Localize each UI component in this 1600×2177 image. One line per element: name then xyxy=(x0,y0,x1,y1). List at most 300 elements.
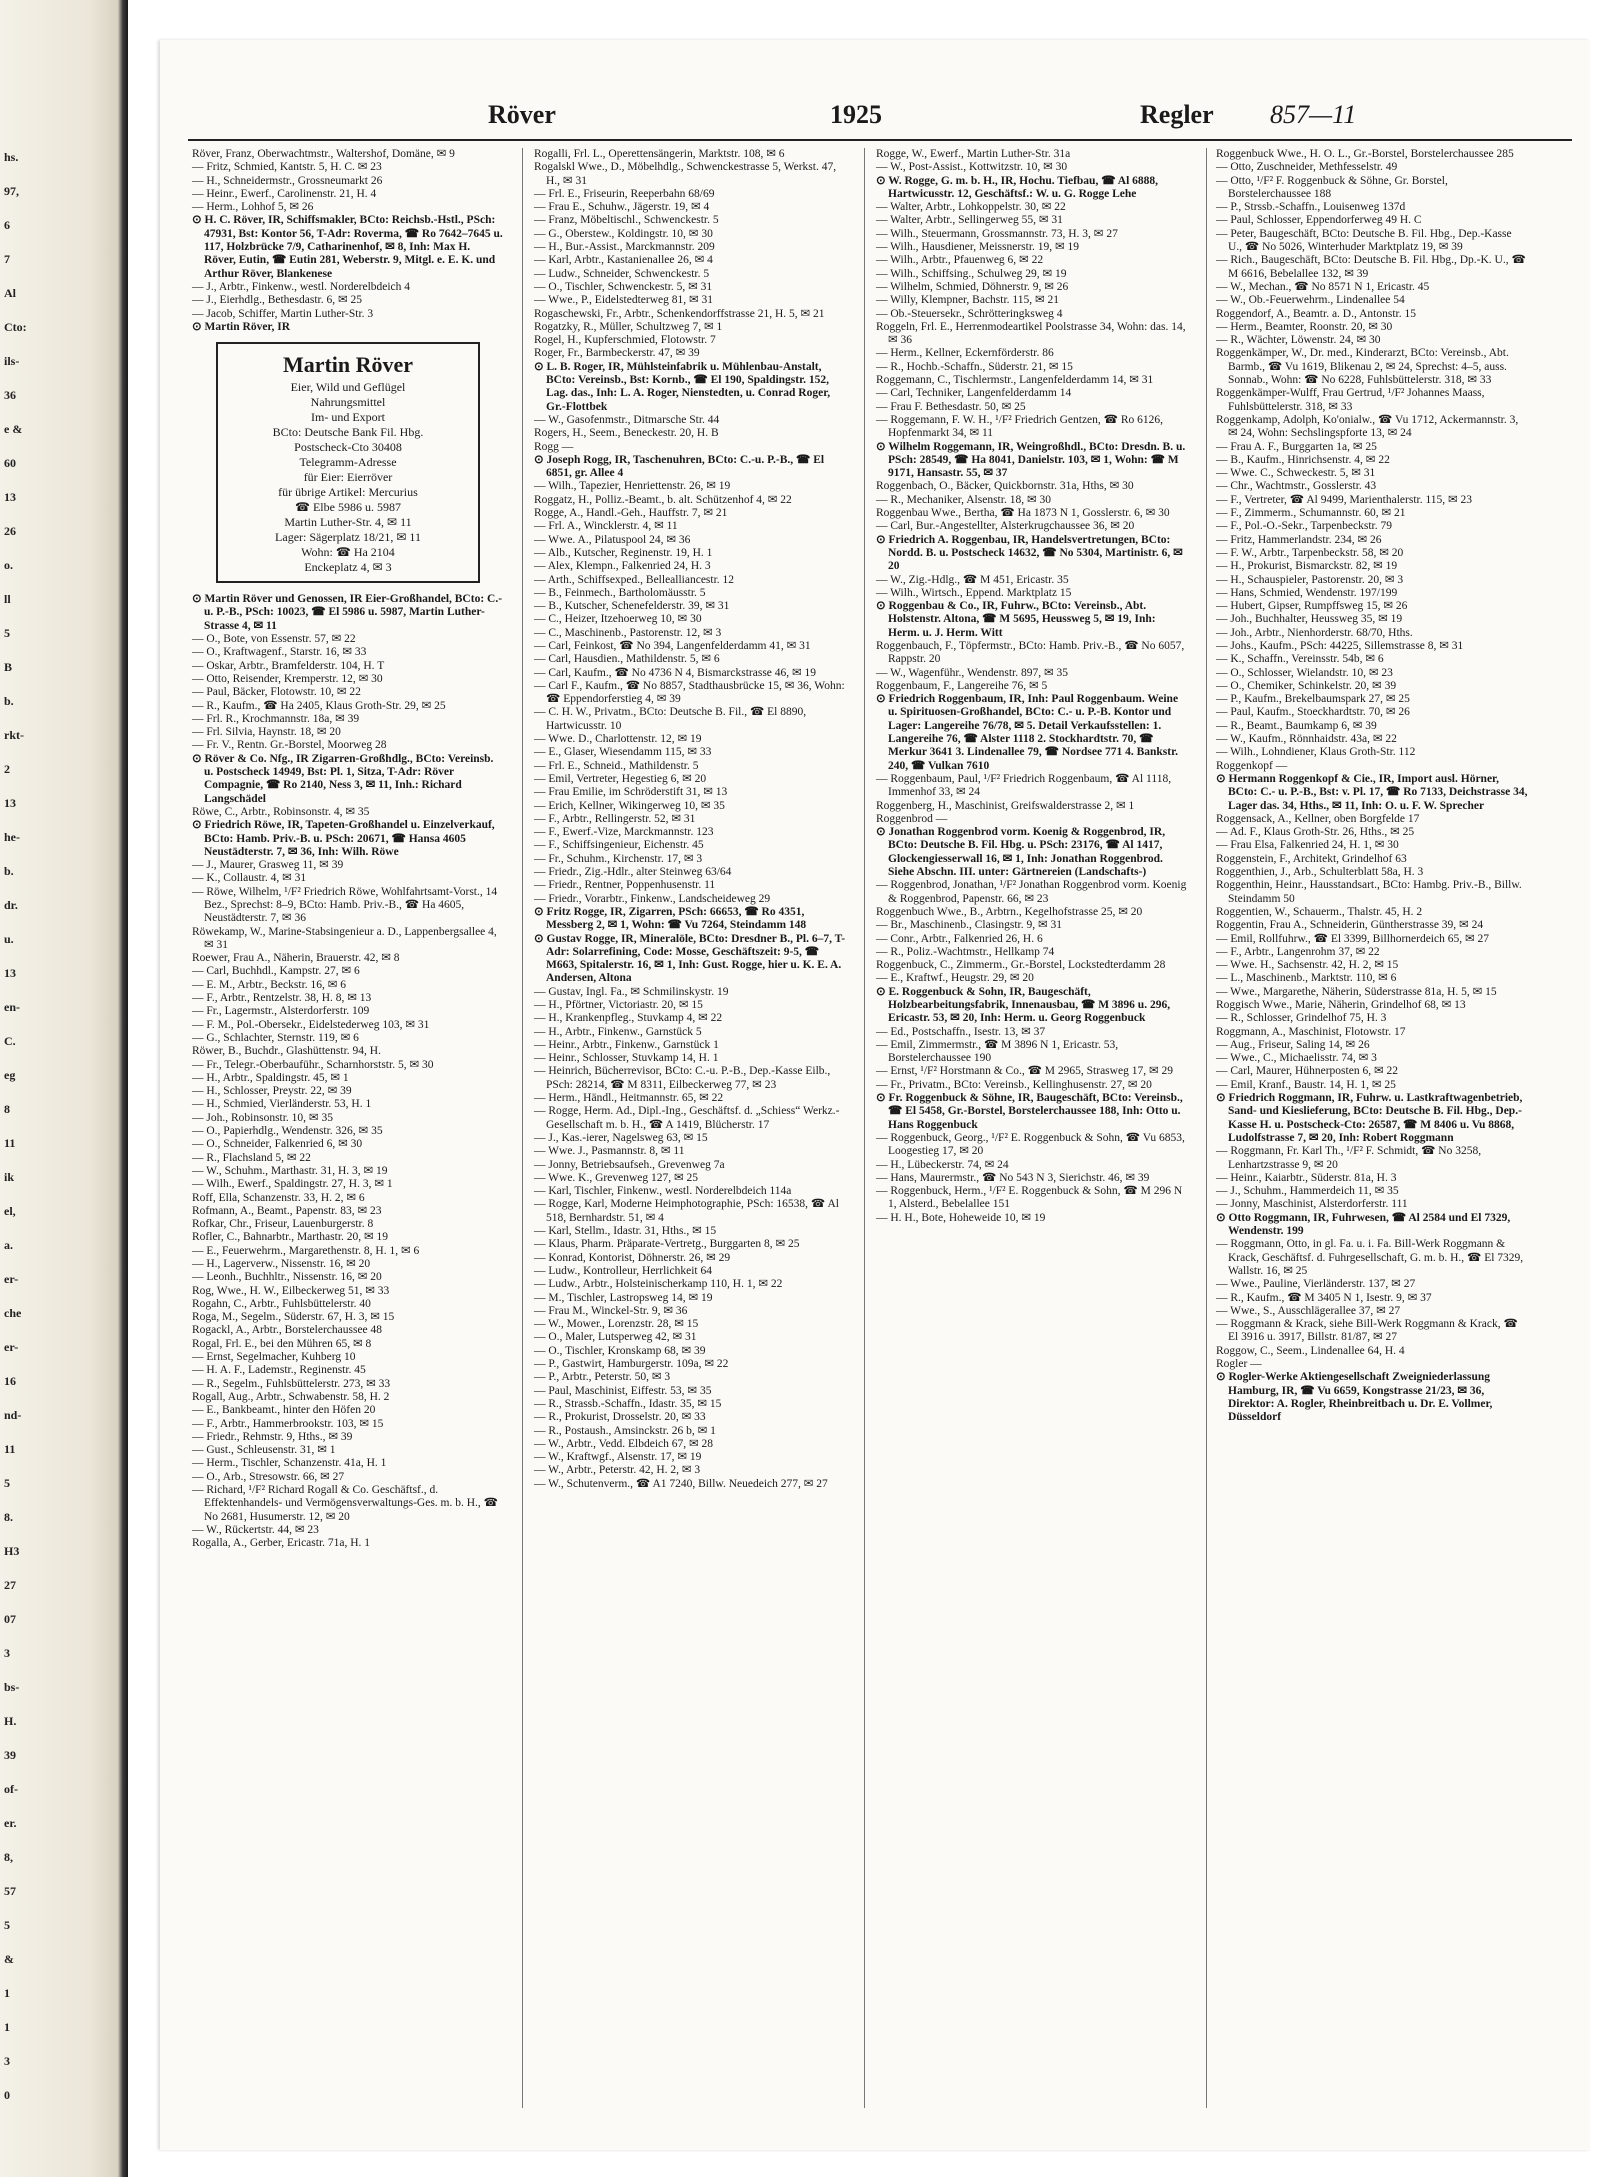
directory-entry: — Herm., Kellner, Eckernförderstr. 86 xyxy=(876,347,1054,360)
directory-entry: ⊙ Gustav Rogge, IR, Mineralöle, BCto: Dresdner B., Pl. 6–7, T-Adr: Solarrefining, Code: Mosse, Geschäftszeit: 9-5, ☎ M663, Spitalerstr. 16, ✉ 1, Inh: Gust. Rogge, hier u. K. E. A. Andersen, Altona xyxy=(534,932,846,985)
directory-entry: — O., Arb., Stresowstr. 66, ✉ 27 xyxy=(192,1470,345,1483)
directory-entry: — Konrad, Kontorist, Döhnerstr. 26, ✉ 29 xyxy=(534,1251,731,1264)
directory-entry: ⊙ Hermann Roggenkopf & Cie., IR, Import ausl. Hörner, BCto: C.- u. P.-B., Bst: v. Pl. 17, ☎ Ro 7133, Deichstrasse 34, Lager das. 34, Hths., ✉ 11, Inh: O. u. F. W. Sprecher xyxy=(1216,772,1528,812)
directory-entry: Rogalla, A., Gerber, Ericastr. 71a, H. 1 xyxy=(192,1537,371,1550)
directory-entry: — Wwe., Margarethe, Näherin, Süderstrasse 81a, H. 5, ✉ 15 xyxy=(1216,985,1497,998)
header-last-entry: Regler xyxy=(1140,100,1214,129)
directory-entry: — O., Schlosser, Wielandstr. 10, ✉ 23 xyxy=(1216,666,1393,679)
directory-entry: — Walter, Arbtr., Lohkoppelstr. 30, ✉ 22 xyxy=(876,201,1066,214)
directory-entry: Roggensack, A., Kellner, oben Borgfelde 17 xyxy=(1216,812,1420,825)
directory-entry: — Roggmann & Krack, siehe Bill-Werk Roggmann & Krack, ☎ El 3916 u. 3917, Billstr. 81/87, ✉ 27 xyxy=(1216,1318,1518,1344)
directory-entry: Roggenbaum, F., Langereihe 76, ✉ 5 xyxy=(876,679,1048,692)
directory-entry: — Fr., Schuhm., Kirchenstr. 17, ✉ 3 xyxy=(534,852,703,865)
book-spine-left-page-edge xyxy=(0,0,128,2177)
directory-entry: — Roggenbrod, Jonathan, ¹/F² Jonathan Roggenbrod vorm. Koenig & Roggenbrod, Papenstr. 66, ✉ 23 xyxy=(876,879,1187,905)
directory-entry: — F., Pol.-O.-Sekr., Tarpenbeckstr. 79 xyxy=(1216,520,1392,533)
directory-entry: Röwekamp, W., Marine-Stabsingenieur a. D., Lappenbergsallee 4, ✉ 31 xyxy=(192,925,497,951)
directory-entry: — J., Arbtr., Finkenw., westl. Norderelbdeich 4 xyxy=(192,280,411,293)
directory-entry: — R., Kaufm., ☎ Ha 2405, Klaus Groth-Str. 29, ✉ 25 xyxy=(192,699,446,712)
directory-entry: Roggenstein, F., Architekt, Grindelhof 63 xyxy=(1216,852,1407,865)
directory-entry: Roggisch Wwe., Marie, Näherin, Grindelhof 68, ✉ 13 xyxy=(1216,999,1466,1011)
directory-entry: — F., Arbtr., Langenrohm 37, ✉ 22 xyxy=(1216,945,1380,958)
directory-entry: — E., Glaser, Wiesendamm 115, ✉ 33 xyxy=(534,746,712,759)
directory-entry: — Roggenbaum, Paul, ¹/F² Friedrich Roggenbaum, ☎ Al 1118, Immenhof 33, ✉ 24 xyxy=(876,772,1172,799)
directory-entry: — Wwe. K., Grevenweg 127, ✉ 25 xyxy=(534,1171,698,1184)
directory-entry: — Karl, Tischler, Finkenw., westl. Norderelbdeich 114a xyxy=(534,1185,792,1198)
spine-text-fragment: 39 xyxy=(4,1748,16,1762)
advert-title: Martin Röver xyxy=(282,352,414,378)
spine-text-fragment: 97, xyxy=(4,184,19,198)
directory-entry: ⊙ Otto Roggmann, IR, Fuhrwesen, ☎ Al 2584 und El 7329, Wendenstr. 199 xyxy=(1216,1211,1511,1238)
directory-entry: — R., Schlosser, Grindelhof 75, H. 3 xyxy=(1216,1012,1387,1025)
directory-entry: ⊙ Martin Röver, IR xyxy=(192,320,291,333)
directory-entry: — H., Bur.-Assist., Marckmannstr. 209 xyxy=(534,241,715,254)
directory-entry: Rog, Wwe., H. W., Eilbeckerweg 51, ✉ 33 xyxy=(192,1284,390,1297)
directory-entry: — Joh., Buchhalter, Heussweg 35, ✉ 19 xyxy=(1216,613,1403,626)
directory-entry: — Emil, Zimmermstr., ☎ M 3896 N 1, Ericastr. 53, Borstelerchaussee 190 xyxy=(876,1038,1119,1065)
directory-entry: Roggow, C., Seem., Lindenallee 64, H. 4 xyxy=(1216,1344,1405,1357)
column-4 xyxy=(1216,148,1528,1425)
spine-text-fragment: & xyxy=(4,1952,14,1966)
column-divider xyxy=(864,148,865,2108)
directory-entry: — Paul, Kaufm., Stoeckhardtstr. 70, ✉ 26 xyxy=(1216,706,1410,719)
directory-entry: — O., Bote, von Essenstr. 57, ✉ 22 xyxy=(192,633,356,646)
directory-entry: — H., Pförtner, Victoriastr. 20, ✉ 15 xyxy=(534,999,703,1011)
directory-entry: — Fr. V., Rentn. Gr.-Borstel, Moorweg 28 xyxy=(192,739,387,752)
spine-text-fragment: 0 xyxy=(4,2088,10,2102)
directory-entry: Roggentin, Frau A., Schneiderin, Güntherstrasse 39, ✉ 24 xyxy=(1216,919,1484,932)
directory-entry: Roggenbuck, C., Zimmerm., Gr.-Borstel, Lockstedterdamm 28 xyxy=(876,959,1166,972)
spine-text-fragment: he- xyxy=(4,830,20,844)
directory-entry: — O., Papierhdlg., Wendenstr. 326, ✉ 35 xyxy=(192,1125,383,1138)
directory-entry: — R., Postaush., Amsinckstr. 26 b, ✉ 1 xyxy=(534,1424,716,1437)
directory-entry: — Heinr., Schlosser, Stuvkamp 14, H. 1 xyxy=(534,1052,719,1065)
directory-entry: — Frau A. F., Burggarten 1a, ✉ 25 xyxy=(1216,440,1377,453)
directory-entry: — Franz, Möbeltischl., Schwenckestr. 5 xyxy=(534,214,719,227)
column-1-entries-top xyxy=(192,148,504,334)
directory-entry: — Carl F., Kaufm., ☎ No 8857, Stadthausbrücke 15, ✉ 36, Wohn: ☎ Eppendorferstieg 4, ✉ 39 xyxy=(534,679,845,706)
spine-text-fragment: el, xyxy=(4,1204,16,1218)
directory-entry: — Herm., Lohhof 5, ✉ 26 xyxy=(192,201,314,214)
page-header xyxy=(160,100,1590,136)
spine-text-fragment: ik xyxy=(4,1170,15,1184)
directory-entry: ⊙ Joseph Rogg, IR, Taschenuhren, BCto: C.-u. P.-B., ☎ El 6851, gr. Allee 4 xyxy=(534,453,825,480)
spine-text-fragment: 1 xyxy=(4,2020,10,2034)
directory-entry: — W., Mower., Lorenzstr. 28, ✉ 15 xyxy=(534,1318,699,1331)
directory-entry: — H., Arbtr., Finkenw., Garnstück 5 xyxy=(534,1025,702,1038)
spine-text-fragment: 5 xyxy=(4,1918,10,1932)
advert-line: für Eier: Eierröver xyxy=(303,470,393,485)
directory-entry: — Frl. E., Schneid., Mathildenstr. 5 xyxy=(534,759,699,772)
directory-entry: — Br., Maschinenb., Clasingstr. 9, ✉ 31 xyxy=(876,919,1062,932)
directory-entry: Rogalli, Frl. L., Operettensängerin, Marktstr. 108, ✉ 6 xyxy=(534,148,785,160)
directory-entry: — Wilh., Hausdiener, Meissnerstr. 19, ✉ 19 xyxy=(876,241,1080,254)
directory-entry: Rogall, Aug., Arbtr., Schwabenstr. 58, H. 2 xyxy=(192,1390,390,1403)
directory-entry: — Carl, Feinkost, ☎ No 394, Langenfelderdamm 41, ✉ 31 xyxy=(534,639,811,652)
advert-line: Eier, Wild und Geflügel xyxy=(290,380,406,395)
directory-entry: Rofler, C., Bahnarbtr., Marthastr. 20, ✉ 19 xyxy=(192,1231,389,1244)
directory-entry: — Röwe, Wilhelm, ¹/F² Friedrich Röwe, Wohlfahrtsamt-Vorst., 14 Bez., Sprechst: 8–9, BCto: Hamb. Priv.-B., ☎ Ha 4605, Neustädterstr. 7, ✉ 36 xyxy=(192,885,498,925)
directory-entry: Rogel, H., Kupferschmied, Flotowstr. 7 xyxy=(534,334,716,347)
directory-entry: — Fr., Lagermstr., Alsterdorferstr. 109 xyxy=(192,1005,370,1018)
directory-entry: — H., Schauspieler, Pastorenstr. 20, ✉ 3 xyxy=(1216,573,1404,586)
spine-text-fragment: 60 xyxy=(4,456,16,470)
spine-text-fragment: rkt- xyxy=(4,728,24,742)
directory-entry: — O., Schneider, Falkenried 6, ✉ 30 xyxy=(192,1138,363,1151)
directory-entry: ⊙ Wilhelm Roggemann, IR, Weingroßhdl., BCto: Dresdn. B. u. PSch: 28549, ☎ Ha 8041, Danielstr. 103, ✉ 1, Wohn: ☎ M 9171, Hansastr. 55, ✉ 37 xyxy=(876,440,1186,480)
directory-entry: Roggenkamp, Adolph, Ko'onialw., ☎ Vu 1712, Ackermannstr. 3, ✉ 24, Wohn: Sechslingspforte 13, ✉ 24 xyxy=(1216,413,1519,440)
directory-entry: — W., Schuhm., Marthastr. 31, H. 3, ✉ 19 xyxy=(192,1164,388,1177)
directory-entry: — H., Lagerverw., Nissenstr. 16, ✉ 20 xyxy=(192,1258,371,1270)
directory-entry: — Joh., Robinsonstr. 10, ✉ 35 xyxy=(192,1111,333,1124)
directory-entry: Roggmann, A., Maschinist, Flotowstr. 17 xyxy=(1216,1025,1406,1038)
spine-text-fragment: 57 xyxy=(4,1884,16,1898)
directory-entry: — G., Oberstew., Koldingstr. 10, ✉ 30 xyxy=(534,227,713,240)
directory-entry: — C. H. W., Privatm., BCto: Deutsche B. Fil., ☎ El 8890, Hartwicusstr. 10 xyxy=(534,706,807,732)
spine-text-fragment: 1 xyxy=(4,1986,10,2000)
spine-text-fragment: 6 xyxy=(4,218,10,232)
directory-entry: — F., Zimmerm., Schumannstr. 60, ✉ 21 xyxy=(1216,507,1406,520)
directory-entry: — J., Eierhdlg., Bethesdastr. 6, ✉ 25 xyxy=(192,294,362,307)
directory-entry: — Wwe. J., Pasmannstr. 8, ✉ 11 xyxy=(534,1145,685,1158)
directory-entry: — L., Maschinenb., Marktstr. 110, ✉ 6 xyxy=(1216,972,1397,985)
directory-entry: — H., Schmied, Vierländerstr. 53, H. 1 xyxy=(192,1098,372,1111)
advert-line: Wohn: ☎ Ha 2104 xyxy=(301,545,395,560)
directory-entry: — Rich., Baugeschäft, BCto: Deutsche B. Fil. Hbg., Dp.-K. U., ☎ M 6616, Bebelallee 132, ✉ 39 xyxy=(1216,254,1526,280)
directory-entry: — Otto, ¹/F² F. Roggenbuck & Söhne, Gr. Borstel, Borstelerchaussee 188 xyxy=(1216,174,1448,200)
directory-entry: — H., Krankenpfleg., Stuvkamp 4, ✉ 22 xyxy=(534,1012,723,1025)
advert-line: Lager: Sägerplatz 18/21, ✉ 11 xyxy=(275,530,421,545)
directory-entry: — E., Kraftwf., Heugstr. 29, ✉ 20 xyxy=(876,972,1034,985)
directory-entry: — Paul, Schlosser, Eppendorferweg 49 H. C xyxy=(1216,214,1422,227)
spine-text-fragment: 27 xyxy=(4,1578,16,1592)
spine-text-fragment: C. xyxy=(4,1034,16,1048)
directory-entry: ⊙ Fr. Roggenbuck & Söhne, IR, Baugeschäft, BCto: Vereinsb., ☎ El 5458, Gr.-Borstel, Borstelerchaussee 188, Inh: Otto u. Hans Roggenbuck xyxy=(876,1092,1183,1131)
directory-entry: Rogler — xyxy=(1216,1358,1262,1371)
directory-entry: — Emil, Rollfuhrw., ☎ El 3399, Billhornerdeich 65, ✉ 27 xyxy=(1216,932,1489,945)
advert-martin-roever xyxy=(216,342,480,583)
directory-entry: — Wwe. D., Charlottenstr. 12, ✉ 19 xyxy=(534,733,702,746)
directory-entry: — R., Wächter, Löwenstr. 24, ✉ 30 xyxy=(1216,334,1381,347)
directory-entry: Rogahn, C., Arbtr., Fuhlsbüttelerstr. 40 xyxy=(192,1297,371,1310)
directory-entry: — Ludw., Kontrolleur, Herrlichkeit 64 xyxy=(534,1264,712,1277)
directory-entry: — P., Gastwirt, Hamburgerstr. 109a, ✉ 22 xyxy=(534,1358,729,1371)
directory-entry: Roggenkämper-Wulff, Frau Gertrud, ¹/F² Johannes Maass, Fuhlsbüttelerstr. 318, ✉ 33 xyxy=(1216,387,1485,413)
directory-entry: — H. A. F., Lademstr., Reginenstr. 45 xyxy=(192,1364,366,1377)
directory-entry: — Ludw., Arbtr., Holsteinischerkamp 110, H. 1, ✉ 22 xyxy=(534,1278,783,1291)
directory-entry: ⊙ Jonathan Roggenbrod vorm. Koenig & Roggenbrod, IR, BCto: Deutsche B. Fil. Hbg. u. PSch: 23176, ☎ Al 1417, Glockengiesserwall 16, ✉ 1, Inh: Jonathan Roggenbrod. Siehe Abschn. III. unter: Gärtnereien (Landschafts-) xyxy=(876,826,1166,879)
directory-entry: — Peter, Baugeschäft, BCto: Deutsche B. Fil. Hbg., Dep.-Kasse U., ☎ No 5026, Winterhuder Marktplatz 19, ✉ 39 xyxy=(1216,227,1512,254)
header-first-entry: Röver xyxy=(488,100,556,129)
spine-text-fragment: 2 xyxy=(4,762,10,776)
directory-entry: — Conr., Arbtr., Falkenried 26, H. 6 xyxy=(876,932,1043,945)
column-divider xyxy=(522,148,523,2108)
spine-text-fragment: o. xyxy=(4,558,13,572)
directory-entry: Roggenberg, H., Maschinist, Greifswalderstrasse 2, ✉ 1 xyxy=(876,799,1135,812)
directory-entry: Roggenbrod — xyxy=(876,812,948,825)
directory-entry: — Roggmann, Fr. Karl Th., ¹/F² F. Schmidt, ☎ No 3258, Lenhartzstrasse 9, ✉ 20 xyxy=(1216,1145,1482,1171)
directory-entry: — Wilh., Schiffsing., Schulweg 29, ✉ 19 xyxy=(876,267,1067,280)
directory-entry: — Carl, Hausdien., Mathildenstr. 5, ✉ 6 xyxy=(534,653,720,666)
directory-entry: Rogackl, A., Arbtr., Borstelerchaussee 48 xyxy=(192,1324,383,1337)
directory-entry: — Ernst, ¹/F² Horstmann & Co., ☎ M 2965, Strasweg 17, ✉ 29 xyxy=(876,1065,1173,1078)
advert-line: ☎ Elbe 5986 u. 5987 xyxy=(295,500,401,515)
directory-entry: — P., Arbtr., Peterstr. 50, ✉ 3 xyxy=(534,1371,671,1384)
directory-entry: — W., Arbtr., Peterstr. 42, H. 2, ✉ 3 xyxy=(534,1464,701,1477)
directory-entry: — F., Arbtr., Hammerbrookstr. 103, ✉ 15 xyxy=(192,1417,384,1430)
directory-entry: — Fr., Telegr.-Oberbauführ., Scharnhorststr. 5, ✉ 30 xyxy=(192,1058,434,1071)
spine-text-fragment: 8. xyxy=(4,1510,13,1524)
directory-entry: — Carl, Buchhdl., Kampstr. 27, ✉ 6 xyxy=(192,965,360,978)
directory-entry: ⊙ W. Rogge, G. m. b. H., IR, Hochu. Tiefbau, ☎ Al 6888, Hartwicusstr. 12, Geschäftsf.: W. u. G. Rogge Lehe xyxy=(876,174,1159,200)
directory-entry: Roggenbach, O., Bäcker, Quickbornstr. 31a, Hths, ✉ 30 xyxy=(876,480,1134,493)
directory-entry: — Johs., Kaufm., PSch: 44225, Sillemstrasse 8, ✉ 31 xyxy=(1216,639,1464,652)
directory-entry: — Emil, Kranf., Baustr. 14, H. 1, ✉ 25 xyxy=(1216,1078,1396,1091)
directory-entry: — Wwe. H., Sachsenstr. 42, H. 2, ✉ 15 xyxy=(1216,959,1399,972)
spine-text-fragment: H3 xyxy=(4,1544,20,1558)
directory-entry: — Paul, Bäcker, Flotowstr. 10, ✉ 22 xyxy=(192,686,361,699)
directory-entry: ⊙ Friedrich Roggenbaum, IR, Inh: Paul Roggenbaum. Weine u. Spirituosen-Großhandel, BCto: C.- u. P.-B. Kontor und Lager: Langereihe 76/78, ✉ 5. Detail Verkaufsstellen: 1. Langereihe 76, ☎ Alster 1118 2. Stockhardtstr. 70, ☎ Merkur 3641 3. Lindenallee 79, ☎ Nordsee 771 4. Bankstr. 240, ☎ Vulkan 7610 xyxy=(876,693,1179,772)
directory-entry: — Friedr., Zig.-Hdlr., alter Steinweg 63/64 xyxy=(534,866,732,879)
spine-text-fragment: ils- xyxy=(4,354,20,368)
directory-entry: — Rogge, Karl, Moderne Heimphotographie, PSch: 16538, ☎ Al 518, Bernhardstr. 51, ✉ 4 xyxy=(534,1198,839,1224)
directory-entry: — Wilh., Ewerf., Spaldingstr. 27, H. 3, ✉ 1 xyxy=(192,1178,393,1191)
directory-entry: — W., Zig.-Hdlg., ☎ M 451, Ericastr. 35 xyxy=(876,573,1069,586)
directory-entry: — G., Schlachter, Sternstr. 119, ✉ 6 xyxy=(192,1031,359,1044)
directory-entry: — F., Arbtr., Rentzelstr. 38, H. 8, ✉ 13 xyxy=(192,992,372,1005)
directory-entry: Roggemann, C., Tischlermstr., Langenfelderdamm 14, ✉ 31 xyxy=(876,374,1154,387)
column-2 xyxy=(534,148,846,1491)
directory-entry: — Friedr., Rentner, Poppenhusenstr. 11 xyxy=(534,879,716,892)
directory-entry: — Wwe. A., Pilatuspool 24, ✉ 36 xyxy=(534,533,691,546)
directory-entry: — Hans, Schmied, Wendenstr. 197/199 xyxy=(1216,586,1398,599)
directory-entry: — Frau E., Schuhw., Jägerstr. 19, ✉ 4 xyxy=(534,201,710,214)
directory-entry: — Herm., Händl., Heitmannstr. 65, ✉ 22 xyxy=(534,1092,724,1105)
spine-text-fragment: 11 xyxy=(4,1442,16,1456)
spine-text-fragment: dr. xyxy=(4,898,18,912)
directory-entry: ⊙ E. Roggenbuck & Sohn, IR, Baugeschäft, Holzbearbeitungsfabrik, Innenausbau, ☎ M 3896 u. 296, Ericastr. 53, ✉ 20, Inh: Herm. u. Georg Roggenbuck xyxy=(876,985,1171,1025)
directory-entry: — W., Rückertstr. 44, ✉ 23 xyxy=(192,1523,319,1536)
directory-entry: ⊙ L. B. Roger, IR, Mühlsteinfabrik u. Mühlenbau-Anstalt, BCto: Vereinsb., Bst: Kornb., ☎ El 190, Spaldingstr. 152, Lag. das., Inh: L. A. Roger, Nienstedten, u. Conrad Roger, Gr.-Flottbek xyxy=(534,360,831,413)
directory-entry: Roggenbuch Wwe., B., Arbtrn., Kegelhofstrasse 25, ✉ 20 xyxy=(876,905,1143,918)
directory-entry: Roggenbauch, F., Töpfermstr., BCto: Hamb. Priv.-B., ☎ No 6057, Rappstr. 20 xyxy=(876,639,1185,666)
directory-entry: — Erich, Kellner, Wikingerweg 10, ✉ 35 xyxy=(534,799,725,812)
directory-entry: — Carl, Bur.-Angestellter, Alsterkrugchaussee 36, ✉ 20 xyxy=(876,520,1135,533)
directory-entry: ⊙ Rogler-Werke Aktiengesellschaft Zweigniederlassung Hamburg, IR, ☎ Vu 6659, Kongstrasse 21/23, ✉ 36, Direktor: A. Rogler, Rheinbreitbach u. Dr. E. Vollmer, Düsseldorf xyxy=(1216,1371,1493,1424)
spine-text-fragment: 3 xyxy=(4,1646,10,1660)
directory-entry: — W., Mechan., ☎ No 8571 N 1, Ericastr. 45 xyxy=(1216,280,1430,293)
spine-text-fragment: 8, xyxy=(4,1850,13,1864)
spine-text-fragment: 07 xyxy=(4,1612,16,1626)
directory-entry: — R., Flachsland 5, ✉ 22 xyxy=(192,1151,311,1164)
directory-entry: — Frau M., Winckel-Str. 9, ✉ 36 xyxy=(534,1304,688,1317)
directory-entry: — R., Strassb.-Schaffn., Idastr. 35, ✉ 15 xyxy=(534,1397,722,1410)
column-1 xyxy=(192,148,504,1551)
spine-text-fragment: B xyxy=(4,660,13,674)
directory-entry: — Ernst, Segelmacher, Kuhberg 10 xyxy=(192,1351,356,1364)
page-number: 857—11 xyxy=(1270,100,1357,129)
directory-entry: — Wilh., Wirtsch., Eppend. Marktplatz 15 xyxy=(876,586,1072,599)
spine-text-fragment: u. xyxy=(4,932,14,946)
directory-entry: — B., Kutscher, Schenefelderstr. 39, ✉ 31 xyxy=(534,600,730,613)
directory-entry: — Willy, Klempner, Bachstr. 115, ✉ 21 xyxy=(876,294,1060,307)
directory-entry: — O., Maler, Lutsperweg 42, ✉ 31 xyxy=(534,1331,697,1344)
directory-entry: — O., Kraftwagenf., Starstr. 16, ✉ 33 xyxy=(192,646,367,659)
directory-entry: — Roggmann, Otto, in gl. Fa. u. i. Fa. Bill-Werk Roggmann & Krack, Geschäftsf. d. Fuhrgesellschaft, G. m. b. H., ☎ El 7329, Wallstr. 16, ✉ 25 xyxy=(1216,1238,1524,1277)
directory-entry: — Wwe., P., Eidelstedterweg 81, ✉ 31 xyxy=(534,294,714,307)
directory-entry: — H., Schlosser, Preystr. 22, ✉ 39 xyxy=(192,1085,352,1098)
directory-entry: — E., Feuerwehrm., Margarethenstr. 8, H. 1, ✉ 6 xyxy=(192,1244,420,1257)
header-year: 1925 xyxy=(830,100,882,129)
directory-entry: — Ludw., Schneider, Schwenckestr. 5 xyxy=(534,267,710,280)
directory-entry: — Rogge, Herm. Ad., Dipl.-Ing., Geschäftsf. d. „Schiess“ Werkz.-Gesellschaft m. b. H., ☎ A 1419, Blücherstr. 17 xyxy=(534,1105,840,1131)
directory-entry: — K., Collaustr. 4, ✉ 31 xyxy=(192,872,307,885)
advert-line: Telegramm-Adresse xyxy=(299,455,397,470)
directory-entry: — K., Schaffn., Vereinsstr. 54b, ✉ 6 xyxy=(1216,653,1384,666)
directory-entry: Rofmann, A., Beamt., Papenstr. 83, ✉ 23 xyxy=(192,1204,382,1217)
directory-entry: — Richard, ¹/F² Richard Rogall & Co. Geschäftsf., d. Effektenhandels- und Vermögensverwaltungs-Ges. m. b. H., ☎ No 2681, Husumerstr. 12, ✉ 20 xyxy=(192,1484,498,1523)
directory-entry: — F. W., Arbtr., Tarpenbeckstr. 58, ✉ 20 xyxy=(1216,546,1404,559)
directory-entry: — W., Schutenverm., ☎ A1 7240, Billw. Neuedeich 277, ✉ 27 xyxy=(534,1477,828,1490)
directory-entry: Rogatzky, R., Müller, Schultzweg 7, ✉ 1 xyxy=(534,320,723,333)
directory-entry: Röwe, C., Arbtr., Robinsonstr. 4, ✉ 35 xyxy=(192,805,370,818)
directory-entry: — Ad. F., Klaus Groth-Str. 26, Hths., ✉ 25 xyxy=(1216,826,1415,839)
directory-entry: — Aug., Friseur, Saling 14, ✉ 26 xyxy=(1216,1038,1370,1051)
directory-entry: — Frl. Silvia, Haynstr. 18, ✉ 20 xyxy=(192,726,341,739)
directory-entry: — H., Schneidermstr., Grossneumarkt 26 xyxy=(192,174,383,187)
directory-entry: — Roggemann, F. W. H., ¹/F² Friedrich Gentzen, ☎ Ro 6126, Hopfenmarkt 34, ✉ 11 xyxy=(876,413,1164,440)
directory-entry: — O., Chemiker, Schinkelstr. 20, ✉ 39 xyxy=(1216,679,1397,692)
directory-entry: — Carl, Maurer, Hühnerposten 6, ✉ 22 xyxy=(1216,1065,1398,1078)
advert-line: Im- und Export xyxy=(311,410,385,425)
directory-entry: — F., Vertreter, ☎ Al 9499, Marienthalerstr. 115, ✉ 23 xyxy=(1216,493,1473,506)
directory-entry: — Otto, Reisender, Kremperstr. 12, ✉ 30 xyxy=(192,672,383,685)
directory-entry: Röwer, B., Buchdr., Glashüttenstr. 94, H. xyxy=(192,1045,381,1058)
directory-entry: — R., Prokurist, Drosselstr. 20, ✉ 33 xyxy=(534,1411,706,1424)
directory-entry: — Wwe., C., Michaelisstr. 74, ✉ 3 xyxy=(1216,1052,1377,1065)
directory-entry: Roggatz, H., Polliz.-Beamt., b. alt. Schützenhof 4, ✉ 22 xyxy=(534,493,792,506)
directory-entry: ⊙ Martin Röver und Genossen, IR Eier-Großhandel, BCto: C.-u. P.-B., PSch: 10023, ☎ El 5986 u. 5987, Martin Luther-Strasse 4, ✉ 11 xyxy=(192,593,503,632)
directory-entry: — Hubert, Gipser, Rumpffsweg 15, ✉ 26 xyxy=(1216,600,1408,613)
directory-entry: — Frau Elsa, Falkenried 24, H. 1, ✉ 30 xyxy=(1216,839,1399,852)
directory-entry: ⊙ Fritz Rogge, IR, Zigarren, PSch: 66653, ☎ Ro 4351, Messberg 2, ✉ 1, Wohn: ☎ Vu 7264, Steindamm 148 xyxy=(534,905,807,932)
advert-line: für übrige Artikel: Mercurius xyxy=(278,485,418,500)
directory-entry: — Heinr., Arbtr., Finkenw., Garnstück 1 xyxy=(534,1038,719,1051)
spine-text-fragment: 11 xyxy=(4,1136,16,1150)
spine-text-fragment: Al xyxy=(4,286,16,300)
directory-entry: ⊙ Friedrich Roggmann, IR, Fuhrw. u. Lastkraftwagenbetrieb, Sand- und Kieslieferung, BCto: Deutsche B. Fil. Hbg., Dep.-Kasse H. u. Postscheck-Cto: 26587, ☎ M 8406 u. Vu 8868, Ludolfstrasse 7, ✉ 20, Inh: Robert Roggmann xyxy=(1216,1092,1523,1144)
directory-entry: Roga, M., Segelm., Süderstr. 67, H. 3, ✉ 15 xyxy=(192,1311,395,1324)
directory-entry: — M., Tischler, Lastropsweg 14, ✉ 19 xyxy=(534,1291,713,1304)
directory-entry: Rogge, W., Ewerf., Martin Luther-Str. 31a xyxy=(876,148,1071,160)
directory-entry: — Heinr., Kaiarbtr., Süderstr. 81a, H. 3 xyxy=(1216,1171,1397,1184)
directory-entry: — C., Heizer, Itzehoerweg 10, ✉ 30 xyxy=(534,613,702,626)
directory-entry: — Fr., Privatm., BCto: Vereinsb., Kellinghusenstr. 27, ✉ 20 xyxy=(876,1078,1152,1091)
spine-text-fragment: of- xyxy=(4,1782,18,1796)
directory-entry: — Wilh., Steuermann, Grossmannstr. 73, H. 3, ✉ 27 xyxy=(876,227,1118,240)
directory-entry: — Carl, Kaufm., ☎ No 4736 N 4, Bismarckstrasse 46, ✉ 19 xyxy=(534,666,817,679)
directory-entry: — C., Maschinenb., Pastorenstr. 12, ✉ 3 xyxy=(534,626,722,639)
directory-entry: — R., Hochb.-Schaffn., Süderstr. 21, ✉ 15 xyxy=(876,360,1073,373)
directory-entry: — J., Maurer, Grasweg 11, ✉ 39 xyxy=(192,859,344,872)
directory-entry: ⊙ Friedrich Röwe, IR, Tapeten-Großhandel u. Einzelverkauf, BCto: Hamb. Priv.-B. u. PSch: 20671, ☎ Hansa 4605 Neustädterstr. 7, ✉ 36, Inh: Wilh. Röwe xyxy=(192,819,495,858)
advert-line: Nahrungsmittel xyxy=(310,395,386,410)
directory-entry: — Oskar, Arbtr., Bramfelderstr. 104, H. T xyxy=(192,659,385,672)
directory-entry: Roggendorf, A., Beamtr. a. D., Antonstr. 15 xyxy=(1216,307,1416,320)
spine-text-fragment: 5 xyxy=(4,626,10,640)
directory-entry: — Jonny, Betriebsaufseh., Grevenweg 7a xyxy=(534,1158,725,1171)
directory-entry: — F., Ewerf.-Vize, Marckmannstr. 123 xyxy=(534,826,714,839)
directory-entry: — Wilh., Tapezier, Henriettenstr. 26, ✉ 19 xyxy=(534,480,731,493)
directory-entry: — W., Kaufm., Rönnhaidstr. 43a, ✉ 22 xyxy=(1216,733,1397,746)
directory-entry: — E. M., Arbtr., Beckstr. 16, ✉ 6 xyxy=(192,978,347,991)
spine-text-fragment: a. xyxy=(4,1238,13,1252)
directory-entry: Roggenthin, Heinr., Hausstandsart., BCto: Hambg. Priv.-B., Billw. Steindamm 50 xyxy=(1216,879,1522,905)
directory-entry: — R., Beamt., Baumkamp 6, ✉ 39 xyxy=(1216,719,1377,732)
spine-text-fragment: er- xyxy=(4,1272,19,1286)
directory-entry: — Frl. A., Wincklerstr. 4, ✉ 11 xyxy=(534,520,678,533)
spine-text-fragment: e & xyxy=(4,422,23,436)
spine-text-fragment: H. xyxy=(4,1714,17,1728)
directory-entry: — Frau F. Bethesdastr. 50, ✉ 25 xyxy=(876,400,1026,413)
directory-entry: Roggenkämper, W., Dr. med., Kinderarzt, BCto: Vereinsb., Abt. Barmb., ☎ Vu 1619, Blikenau 2, ✉ 24, Sprechst: 4–5, auss. Sonnab., Wohn: ☎ No 6228, Fuhlsbüttelerstr. 318, ✉ 33 xyxy=(1216,347,1509,387)
directory-entry: — Herm., Tischler, Schanzenstr. 41a, H. 1 xyxy=(192,1457,387,1470)
directory-entry: Roggeln, Frl. E., Herrenmodeartikel Poolstrasse 34, Wohn: das. 14, ✉ 36 xyxy=(876,320,1186,347)
advert-lines xyxy=(226,380,470,575)
directory-entry: — Heinr., Ewerf., Carolinenstr. 21, H. 4 xyxy=(192,187,377,200)
directory-entry: — Roggenbuck, Georg., ¹/F² E. Roggenbuck & Sohn, ☎ Vu 6853, Loogestieg 17, ✉ 20 xyxy=(876,1131,1185,1158)
spine-text-fragment: b. xyxy=(4,864,14,878)
directory-entry: — F. M., Pol.-Obersekr., Eidelstederweg 103, ✉ 31 xyxy=(192,1018,430,1031)
spine-text-fragment: che xyxy=(4,1306,22,1320)
directory-entry: — H., Lübeckerstr. 74, ✉ 24 xyxy=(876,1158,1009,1171)
directory-entry: — Leonh., Buchhltr., Nissenstr. 16, ✉ 20 xyxy=(192,1271,382,1284)
directory-entry: — R., Poliz.-Wachtmstr., Hellkamp 74 xyxy=(876,945,1055,958)
directory-entry: Roggentien, W., Schauerm., Thalstr. 45, H. 2 xyxy=(1216,905,1423,918)
directory-entry: — Friedr., Rehmstr. 9, Hths., ✉ 39 xyxy=(192,1430,353,1443)
directory-entry: — Otto, Zuschneider, Methfesselstr. 49 xyxy=(1216,161,1398,174)
directory-entry: — Paul, Maschinist, Eiffestr. 53, ✉ 35 xyxy=(534,1384,712,1397)
spine-text-fragment: 13 xyxy=(4,490,16,504)
header-rule xyxy=(188,139,1572,141)
spine-text-fragment: en- xyxy=(4,1000,20,1014)
directory-entry: Rogge, A., Handl.-Geh., Hauffstr. 7, ✉ 21 xyxy=(534,507,728,520)
spine-text-fragment: hs. xyxy=(4,150,19,164)
directory-entry: — E., Bankbeamt., hinter den Höfen 20 xyxy=(192,1404,376,1417)
directory-entry: — Alex, Klempn., Falkenried 24, H. 3 xyxy=(534,560,711,573)
spine-text-fragment: 13 xyxy=(4,966,16,980)
directory-entry: — W., Arbtr., Vedd. Elbdeich 67, ✉ 28 xyxy=(534,1437,714,1450)
directory-entry: ⊙ H. C. Röver, IR, Schiffsmakler, BCto: Reichsb.-Hstl., PSch: 47931, Bst: Kontor 56, T-Adr: Roverma, ☎ Ro 7642–7645 u. 117, Holzbrücke 7/9, Catharinenhof, ✉ 8, Inh: Max H. Röver, Eutin, ☎ Eutin 281, Weberstr. 9, Mitgl. e. E. K. und Arthur Röver, Blankenese xyxy=(192,214,503,280)
directory-entry: Röver, Franz, Oberwachtmstr., Waltershof, Domäne, ✉ 9 xyxy=(192,148,455,160)
directory-entry: — Carl, Techniker, Langenfelderdamm 14 xyxy=(876,387,1072,400)
spine-text-fragment: er. xyxy=(4,1816,17,1830)
directory-entry: — Wwe., Pauline, Vierländerstr. 137, ✉ 27 xyxy=(1216,1278,1416,1291)
spine-text-fragment: 36 xyxy=(4,388,16,402)
column-1-entries-bottom xyxy=(192,593,504,1550)
directory-entry: — B., Feinmech., Bartholomäusstr. 5 xyxy=(534,586,706,599)
advert-line: Enckeplatz 4, ✉ 3 xyxy=(304,560,392,575)
directory-entry: — H., Prokurist, Bismarckstr. 82, ✉ 19 xyxy=(1216,560,1398,573)
directory-entry: Rogal, Frl. E., bei den Mühren 65, ✉ 8 xyxy=(192,1337,372,1350)
advert-line: Martin Luther-Str. 4, ✉ 11 xyxy=(284,515,412,530)
directory-entry: — J., Schuhm., Hammerdeich 11, ✉ 35 xyxy=(1216,1185,1399,1198)
column-divider xyxy=(1206,148,1207,2108)
directory-entry: — H. H., Bote, Hoheweide 10, ✉ 19 xyxy=(876,1211,1046,1224)
directory-entry: — Karl, Arbtr., Kastanienallee 26, ✉ 4 xyxy=(534,254,713,267)
spine-text-fragment: er- xyxy=(4,1340,19,1354)
directory-entry: — Fritz, Hammerlandstr. 234, ✉ 26 xyxy=(1216,533,1382,546)
